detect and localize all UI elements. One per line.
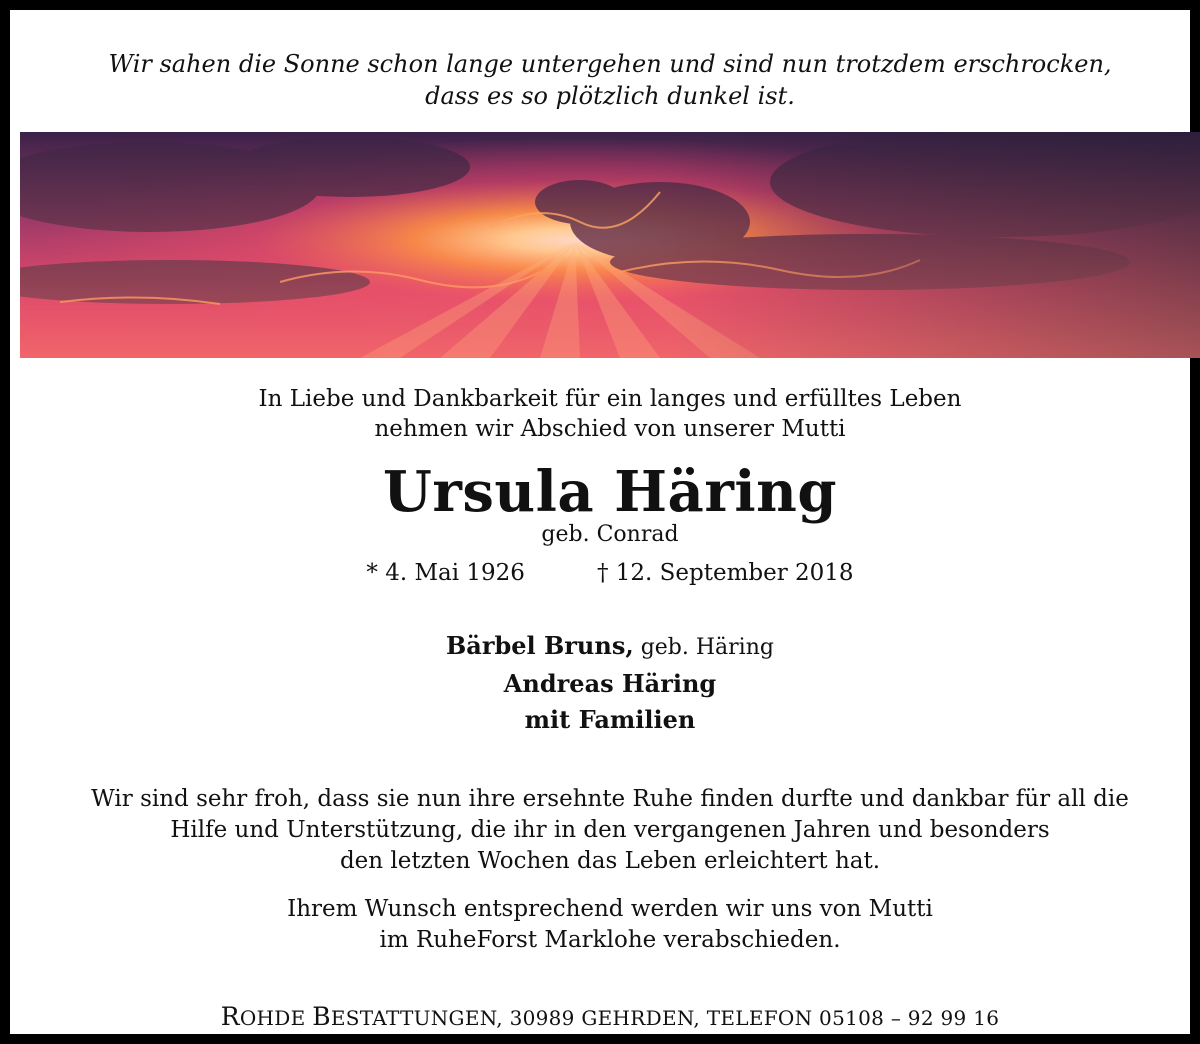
birth-date: * 4. Mai 1926 bbox=[366, 560, 525, 586]
message-line-3: den letzten Wochen das Leben erleichtert hat. bbox=[339, 848, 881, 874]
footer-estattungen: ESTATTUNGEN bbox=[330, 1006, 497, 1030]
message-line-2: Hilfe und Unterstützung, die ihr in den vergangenen Jahren und besonders bbox=[170, 817, 1050, 843]
farewell-line-1: Ihrem Wunsch entsprechend werden wir uns von Mutti bbox=[287, 896, 933, 922]
sunset-banner-image bbox=[20, 132, 1200, 358]
death-date: † 12. September 2018 bbox=[596, 560, 854, 586]
footer-address-phone: , 30989 GEHRDEN, TELEFON 05108 – 92 99 16 bbox=[496, 1006, 1000, 1030]
footer-ohde: OHDE bbox=[239, 1006, 313, 1030]
mourner-1-note: geb. Häring bbox=[633, 635, 774, 660]
farewell-line-2: im RuheForst Marklohe verabschieden. bbox=[379, 927, 841, 953]
mourner-3: mit Familien bbox=[524, 705, 696, 734]
message-paragraph bbox=[20, 784, 1200, 877]
intro-line-1: In Liebe und Dankbarkeit für ein langes und erfülltes Leben bbox=[258, 386, 962, 412]
deceased-name: Ursula Häring bbox=[383, 459, 837, 525]
motto-quote bbox=[20, 48, 1200, 112]
motto-line-2: dass es so plötzlich dunkel ist. bbox=[425, 82, 795, 110]
intro-text bbox=[20, 384, 1200, 444]
sunset-clouds-picture bbox=[20, 132, 1200, 358]
intro-line-2: nehmen wir Abschied von unserer Mutti bbox=[374, 416, 846, 442]
maiden-name: geb. Conrad bbox=[541, 522, 679, 547]
message-line-1: Wir sind sehr froh, dass sie nun ihre ersehnte Ruhe finden durfte und dankbar für all die bbox=[91, 786, 1129, 812]
mourners-list bbox=[20, 628, 1200, 738]
mourner-1-name: Bärbel Bruns, bbox=[446, 631, 634, 660]
footer-initial-r: R bbox=[220, 1002, 240, 1031]
mourner-1 bbox=[20, 628, 1200, 666]
motto-line-1: Wir sahen die Sonne schon lange untergehen und sind nun trotzdem erschrocken, bbox=[108, 50, 1112, 78]
farewell-paragraph bbox=[20, 894, 1200, 956]
life-dates bbox=[20, 558, 1200, 588]
footer-initial-b: B bbox=[312, 1002, 331, 1031]
mourner-2: Andreas Häring bbox=[503, 669, 717, 698]
funeral-home-footer bbox=[20, 1004, 1200, 1031]
